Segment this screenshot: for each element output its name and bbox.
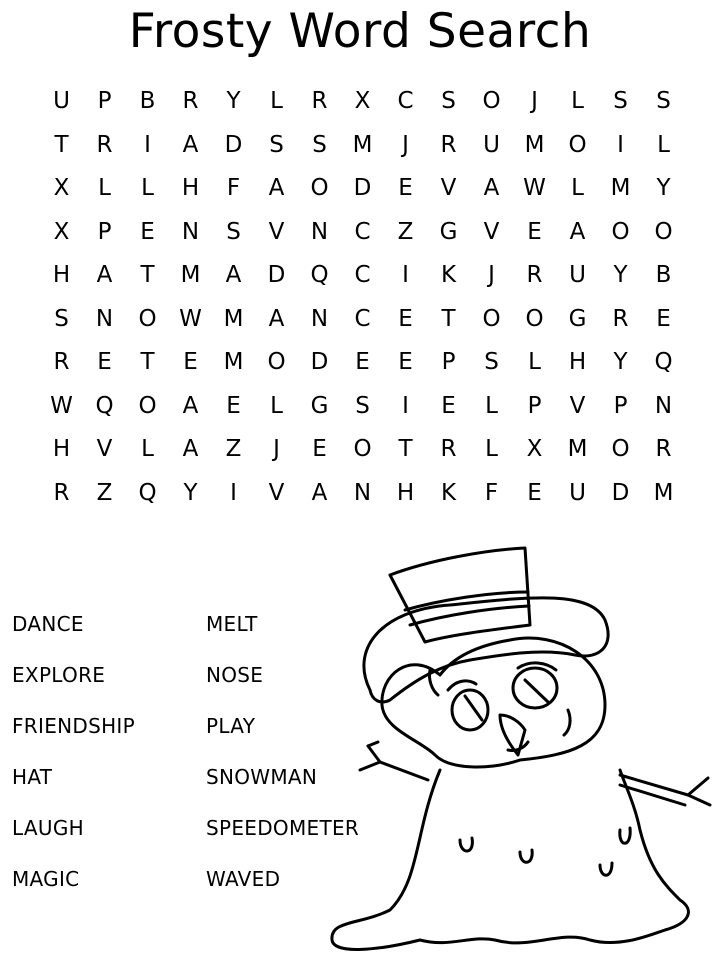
grid-cell[interactable]: R (53, 349, 70, 375)
grid-cell[interactable]: M (180, 262, 201, 288)
grid-cell[interactable]: V (569, 392, 586, 419)
grid-cell[interactable]: I (402, 262, 409, 288)
grid-cell[interactable]: L (141, 175, 154, 201)
grid-cell[interactable]: E (398, 349, 413, 375)
grid-cell[interactable]: Q (138, 479, 157, 506)
grid-cell[interactable]: V (96, 436, 113, 462)
grid-cell[interactable]: V (268, 218, 285, 245)
grid-cell[interactable]: W (523, 175, 546, 201)
grid-cell[interactable]: N (310, 218, 329, 245)
grid-cell[interactable]: D (353, 175, 372, 201)
word-list-item: WAVED (206, 867, 281, 891)
grid-cell[interactable]: O (482, 88, 501, 114)
grid-cell[interactable]: C (397, 88, 414, 114)
grid-cell[interactable]: L (657, 131, 670, 158)
grid-cell[interactable]: D (267, 262, 286, 288)
grid-cell[interactable]: B (655, 262, 672, 288)
grid-cell[interactable]: D (224, 131, 243, 158)
grid-cell[interactable]: N (310, 305, 329, 332)
grid-cell[interactable]: V (483, 218, 500, 245)
grid-cell[interactable]: Z (225, 436, 242, 462)
grid-cell[interactable]: M (223, 305, 244, 332)
grid-cell[interactable]: J (531, 88, 538, 114)
grid-cell[interactable]: A (225, 262, 242, 288)
grid-cell[interactable]: E (183, 349, 198, 375)
grid-cell[interactable]: R (53, 479, 70, 506)
grid-cell[interactable]: J (488, 262, 495, 288)
grid-cell[interactable]: P (97, 88, 112, 114)
grid-cell[interactable]: N (353, 479, 372, 506)
grid-cell[interactable]: R (440, 131, 457, 158)
grid-cell[interactable]: W (50, 392, 73, 419)
grid-cell[interactable]: H (568, 349, 587, 375)
letter-grid (40, 80, 685, 515)
grid-cell[interactable]: Q (654, 349, 673, 375)
grid-cell[interactable]: R (612, 305, 629, 332)
grid-cell[interactable]: G (439, 218, 458, 245)
grid-cell[interactable]: S (355, 392, 370, 419)
grid-cell[interactable]: T (140, 349, 155, 375)
grid-cell[interactable]: L (528, 349, 541, 375)
grid-cell[interactable]: S (484, 349, 499, 375)
grid-cell[interactable]: O (611, 218, 630, 245)
grid-cell[interactable]: G (310, 392, 329, 419)
grid-cell[interactable]: A (182, 392, 199, 419)
grid-cell[interactable]: A (311, 479, 328, 506)
grid-cell[interactable]: C (354, 218, 371, 245)
grid-cell[interactable]: P (613, 392, 628, 419)
grid-cell[interactable]: O (568, 131, 587, 158)
word-list-item: MAGIC (12, 867, 80, 891)
grid-cell[interactable]: R (96, 131, 113, 158)
grid-cell[interactable]: N (181, 218, 200, 245)
grid-cell[interactable]: E (656, 305, 671, 332)
grid-cell[interactable]: L (571, 175, 584, 201)
word-list-item: HAT (12, 765, 53, 789)
grid-cell[interactable]: L (571, 88, 584, 114)
grid-cell[interactable]: U (483, 131, 500, 158)
grid-cell[interactable]: R (440, 436, 457, 462)
grid-cell[interactable]: L (270, 88, 283, 114)
word-list-item: SNOWMAN (206, 765, 318, 789)
grid-cell[interactable]: E (140, 218, 155, 245)
word-list-item: FRIENDSHIP (12, 714, 135, 738)
word-list-item: LAUGH (12, 816, 84, 840)
grid-cell[interactable]: P (527, 392, 542, 419)
grid-cell[interactable]: U (53, 88, 70, 114)
grid-cell[interactable]: A (569, 218, 586, 245)
grid-cell[interactable]: A (182, 131, 199, 158)
grid-cell[interactable]: W (179, 305, 202, 332)
grid-cell[interactable]: M (352, 131, 373, 158)
grid-cell[interactable]: O (525, 305, 544, 332)
grid-cell[interactable]: M (223, 349, 244, 375)
grid-cell[interactable]: X (53, 175, 70, 201)
grid-cell[interactable]: K (440, 262, 457, 288)
grid-cell[interactable]: H (52, 262, 71, 288)
grid-cell[interactable]: E (312, 436, 327, 462)
grid-cell[interactable]: N (654, 392, 673, 419)
grid-cell[interactable]: O (138, 392, 157, 419)
grid-cell[interactable]: I (230, 479, 237, 506)
grid-cell[interactable]: J (402, 131, 409, 158)
grid-cell[interactable]: R (182, 88, 199, 114)
grid-cell[interactable]: S (312, 131, 327, 158)
grid-cell[interactable]: T (441, 305, 456, 332)
grid-cell[interactable]: Y (613, 262, 628, 288)
grid-cell[interactable]: U (569, 479, 586, 506)
grid-cell[interactable]: J (273, 436, 280, 462)
grid-cell[interactable]: M (524, 131, 545, 158)
grid-cell[interactable]: E (398, 305, 413, 332)
word-list-item: SPEEDOMETER (206, 816, 360, 840)
grid-cell[interactable]: D (611, 479, 630, 506)
grid-cell[interactable]: V (440, 175, 457, 201)
grid-cell[interactable]: Y (656, 175, 671, 201)
grid-cell[interactable]: R (526, 262, 543, 288)
grid-cell[interactable]: L (98, 175, 111, 201)
grid-cell[interactable]: O (267, 349, 286, 375)
grid-cell[interactable]: A (268, 175, 285, 201)
grid-cell[interactable]: A (268, 305, 285, 332)
grid-cell[interactable]: S (269, 131, 284, 158)
grid-cell[interactable]: E (527, 479, 542, 506)
grid-cell[interactable]: C (354, 305, 371, 332)
word-list-item: MELT (206, 612, 258, 636)
grid-cell[interactable]: S (441, 88, 456, 114)
grid-cell[interactable]: T (398, 436, 413, 462)
word-list-item: NOSE (206, 663, 264, 687)
grid-cell[interactable]: C (354, 262, 371, 288)
grid-cell[interactable]: L (141, 436, 154, 462)
grid-cell[interactable]: G (568, 305, 587, 332)
grid-cell[interactable]: Y (613, 349, 628, 375)
grid-cell[interactable]: I (144, 131, 151, 158)
grid-cell[interactable]: M (567, 436, 588, 462)
grid-cell[interactable]: O (138, 305, 157, 332)
grid-cell[interactable]: Y (226, 88, 241, 114)
grid-cell[interactable]: E (398, 175, 413, 201)
grid-cell[interactable]: P (97, 218, 112, 245)
grid-cell[interactable]: F (226, 175, 241, 201)
grid-cell[interactable]: T (140, 262, 155, 288)
grid-cell[interactable]: U (569, 262, 586, 288)
grid-cell[interactable]: Q (95, 392, 114, 419)
grid-cell[interactable]: I (617, 131, 624, 158)
grid-cell[interactable]: Q (310, 262, 329, 288)
word-list-item: DANCE (12, 612, 84, 636)
grid-cell[interactable]: E (97, 349, 112, 375)
grid-cell[interactable]: A (182, 436, 199, 462)
grid-cell[interactable]: V (268, 479, 285, 506)
grid-cell[interactable]: R (311, 88, 328, 114)
grid-cell[interactable]: N (95, 305, 114, 332)
grid-cell[interactable]: X (526, 436, 543, 462)
grid-cell[interactable]: O (611, 436, 630, 462)
grid-cell[interactable]: E (441, 392, 456, 419)
grid-cell[interactable]: S (54, 305, 69, 332)
grid-cell[interactable]: S (656, 88, 671, 114)
grid-cell[interactable]: O (482, 305, 501, 332)
grid-cell[interactable]: F (484, 479, 499, 506)
grid-cell[interactable]: S (613, 88, 628, 114)
grid-cell[interactable]: L (270, 392, 283, 419)
grid-cell[interactable]: O (353, 436, 372, 462)
grid-cell[interactable]: O (654, 218, 673, 245)
melting-snowman-icon (320, 530, 720, 960)
grid-cell[interactable]: M (610, 175, 631, 201)
grid-cell[interactable]: O (310, 175, 329, 201)
grid-cell[interactable]: D (310, 349, 329, 375)
grid-cell[interactable]: I (402, 392, 409, 419)
grid-cell[interactable]: X (354, 88, 371, 114)
grid-cell[interactable]: K (440, 479, 457, 506)
grid-cell[interactable]: E (527, 218, 542, 245)
grid-cell[interactable]: E (226, 392, 241, 419)
grid-cell[interactable]: R (655, 436, 672, 462)
grid-cell[interactable]: L (485, 436, 498, 462)
word-list-item: EXPLORE (12, 663, 106, 687)
grid-cell[interactable]: M (653, 479, 674, 506)
grid-cell[interactable]: L (485, 392, 498, 419)
grid-cell[interactable]: S (226, 218, 241, 245)
grid-cell[interactable]: Z (96, 479, 113, 506)
page-title: Frosty Word Search (128, 4, 592, 59)
grid-cell[interactable]: Y (183, 479, 198, 506)
grid-cell[interactable]: H (396, 479, 415, 506)
grid-cell[interactable]: X (53, 218, 70, 245)
grid-cell[interactable]: P (441, 349, 456, 375)
grid-cell[interactable]: T (54, 131, 69, 158)
grid-cell[interactable]: H (181, 175, 200, 201)
grid-cell[interactable]: A (483, 175, 500, 201)
grid-cell[interactable]: B (139, 88, 156, 114)
word-list-item: PLAY (206, 714, 256, 738)
grid-cell[interactable]: Z (397, 218, 414, 245)
grid-cell[interactable]: H (52, 436, 71, 462)
grid-cell[interactable]: E (355, 349, 370, 375)
grid-cell[interactable]: A (96, 262, 113, 288)
